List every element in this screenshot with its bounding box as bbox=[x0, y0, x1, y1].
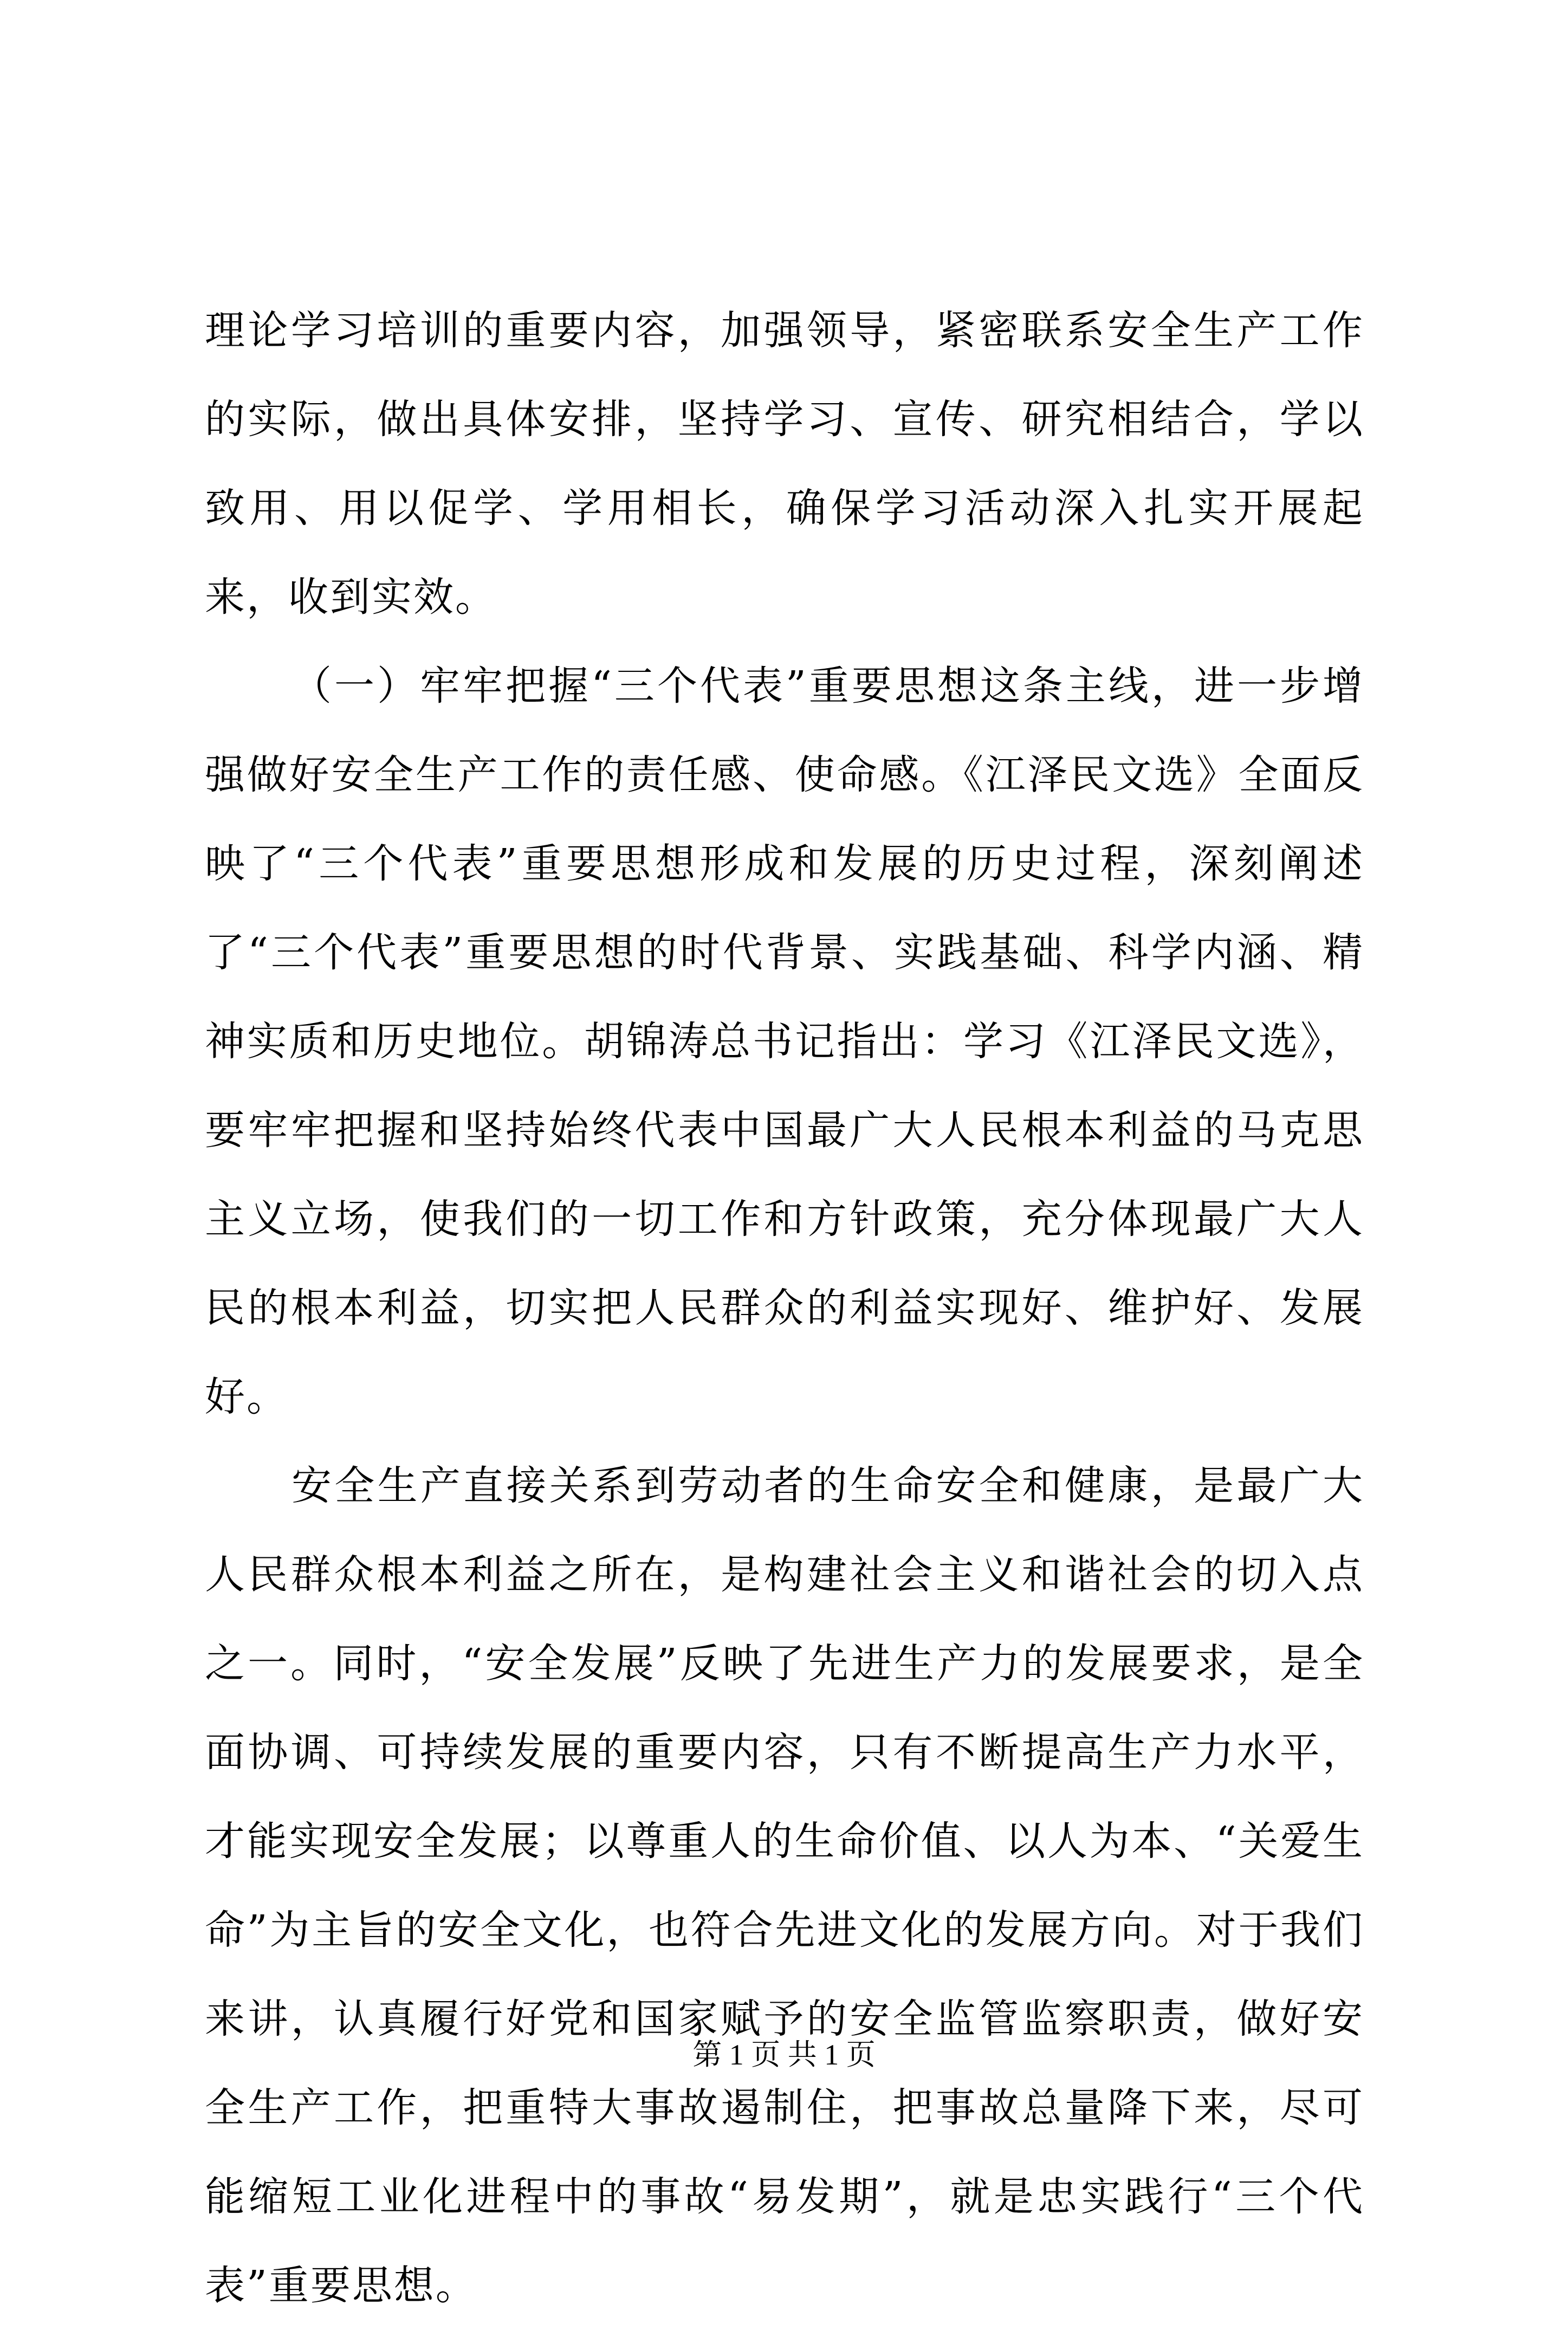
paragraph-safety-production: 安全生产直接关系到劳动者的生命安全和健康，是最广大人民群众根本利益之所在，是构建社会主义和谐社会的切入点之一。同时，“安全发展”反映了先进生产力的发展要求，是全面协调、可持续发展的重要内容，只有不断提高生产力水平，才能实现安全发展；以尊重人的生命价值、以人为本、“关爱生命”为主旨的安全文化，也符合先进文化的发展方向。对于我们来讲，认真履行好党和国家赋予的安全监管监察职责，做好安全生产工作，把重特大事故遏制住，把事故总量降下来，尽可能缩短工业化进程中的事故“易发期”，就是忠实践行“三个代表”重要思想。 bbox=[205, 1462, 1364, 2309]
paragraph-continued: 理论学习培训的重要内容，加强领导，紧密联系安全生产工作的实际，做出具体安排，坚持学习、宣传、研究相结合，学以致用、用以促学、学用相长，确保学习活动深入扎实开展起来，收到实效。 bbox=[205, 307, 1364, 620]
page-footer: 第 1 页 共 1 页 bbox=[692, 2038, 876, 2071]
paragraph-section-one: （一）牢牢把握“三个代表”重要思想这条主线，进一步增强做好安全生产工作的责任感、使命感。《江泽民文选》全面反映了“三个代表”重要思想形成和发展的历史过程，深刻阐述了“三个代表”重要思想的时代背景、实践基础、科学内涵、精神实质和历史地位。胡锦涛总书记指出：学习《江泽民文选》，要牢牢把握和坚持始终代表中国最广大人民根本利益的马克思主义立场，使我们的一切工作和方针政策，充分体现最广大人民的根本利益，切实把人民群众的利益实现好、维护好、发展好。 bbox=[205, 663, 1364, 1420]
document-body bbox=[205, 286, 1364, 2330]
